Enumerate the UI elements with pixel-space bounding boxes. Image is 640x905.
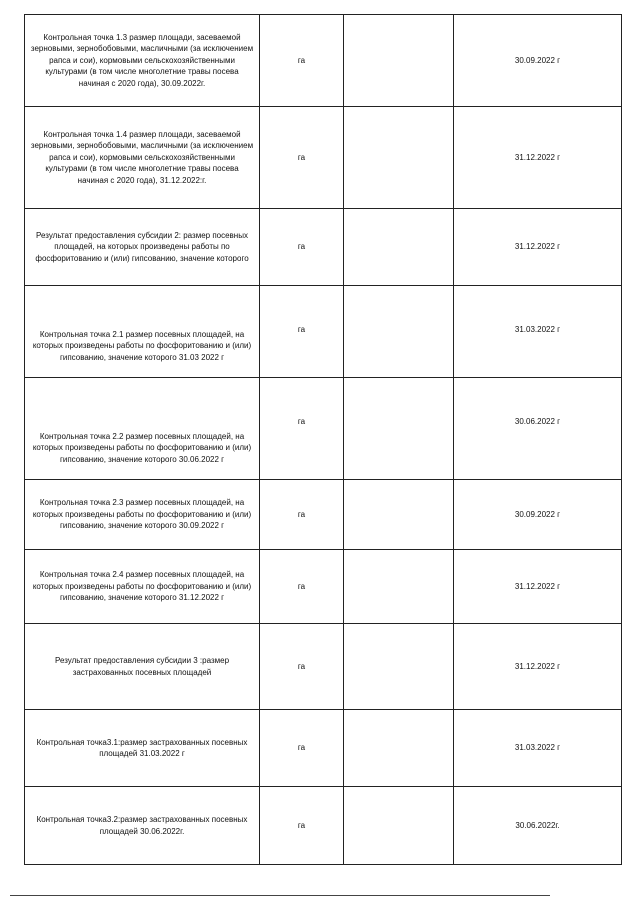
unit-cell: га	[260, 710, 344, 787]
desc-cell: Результат предоставления субсидии 3 :размер застрахованных посевных площадей	[25, 624, 260, 710]
date-cell: 31.03.2022 г	[454, 710, 622, 787]
date-cell: 31.12.2022 г	[454, 209, 622, 286]
desc-cell: Контрольная точка 1.4 размер площади, засеваемой зерновыми, зернобобовыми, масличными (за исключением рапса и сои), кормовыми сельскохозяйственными культурами (в том числе многолетние травы посева начиная с 2020 года), 31.12.2022:г.	[25, 107, 260, 209]
value-cell	[344, 378, 454, 480]
value-cell	[344, 286, 454, 378]
table-row	[25, 107, 622, 209]
value-cell	[344, 15, 454, 107]
desc-cell: Контрольная точка3.2:размер застрахованных посевных площадей 30.06.2022г.	[25, 787, 260, 865]
unit-cell: га	[260, 480, 344, 550]
desc-cell: Контрольная точка 1.3 размер площади, засеваемой зерновыми, зернобобовыми, масличными (за исключением рапса и сои), кормовыми сельскохозяйственными культурами (в том числе многолетние травы посева начиная с 2020 года), 30.09.2022г.	[25, 15, 260, 107]
date-cell: 31.12.2022 г	[454, 107, 622, 209]
unit-cell: га	[260, 550, 344, 624]
unit-cell: га	[260, 107, 344, 209]
value-cell	[344, 710, 454, 787]
table-row	[25, 286, 622, 378]
date-cell: 31.12.2022 г	[454, 624, 622, 710]
table-row	[25, 710, 622, 787]
date-cell: 30.09.2022 г	[454, 15, 622, 107]
date-cell: 31.12.2022 г	[454, 550, 622, 624]
value-cell	[344, 624, 454, 710]
date-cell: 30.09.2022 г	[454, 480, 622, 550]
date-cell: 31.03.2022 г	[454, 286, 622, 378]
value-cell	[344, 480, 454, 550]
table-row	[25, 787, 622, 865]
desc-cell: Контрольная точка 2.1 размер посевных площадей, на которых произведены работы по фосфоритованию и (или) гипсованию, значение которого 31.03 2022 г	[25, 286, 260, 378]
table-row	[25, 550, 622, 624]
date-cell: 30.06.2022г.	[454, 787, 622, 865]
footer-divider	[10, 895, 550, 896]
unit-cell: га	[260, 624, 344, 710]
table-row	[25, 480, 622, 550]
table-row	[25, 15, 622, 107]
unit-cell: га	[260, 15, 344, 107]
date-cell: 30.06.2022 г	[454, 378, 622, 480]
indicator-table	[24, 14, 622, 865]
desc-cell: Результат предоставления субсидии 2: размер посевных площадей, на которых произведены работы по фосфоритованию и (или) гипсованию, значение которого	[25, 209, 260, 286]
unit-cell: га	[260, 209, 344, 286]
table-row	[25, 209, 622, 286]
desc-cell: Контрольная точка 2.2 размер посевных площадей, на которых произведены работы по фосфоритованию и (или) гипсованию, значение которого 30.06.2022 г	[25, 378, 260, 480]
value-cell	[344, 107, 454, 209]
value-cell	[344, 787, 454, 865]
table-row	[25, 624, 622, 710]
desc-cell: Контрольная точка3.1:размер застрахованных посевных площадей 31.03.2022 г	[25, 710, 260, 787]
unit-cell: га	[260, 286, 344, 378]
value-cell	[344, 550, 454, 624]
desc-cell: Контрольная точка 2.4 размер посевных площадей, на которых произведены работы по фосфоритованию и (или) гипсованию, значение которого 31.12.2022 г	[25, 550, 260, 624]
unit-cell: га	[260, 378, 344, 480]
value-cell	[344, 209, 454, 286]
desc-cell: Контрольная точка 2.3 размер посевных площадей, на которых произведены работы по фосфоритованию и (или) гипсованию, значение которого 30.09.2022 г	[25, 480, 260, 550]
table-row	[25, 378, 622, 480]
unit-cell: га	[260, 787, 344, 865]
